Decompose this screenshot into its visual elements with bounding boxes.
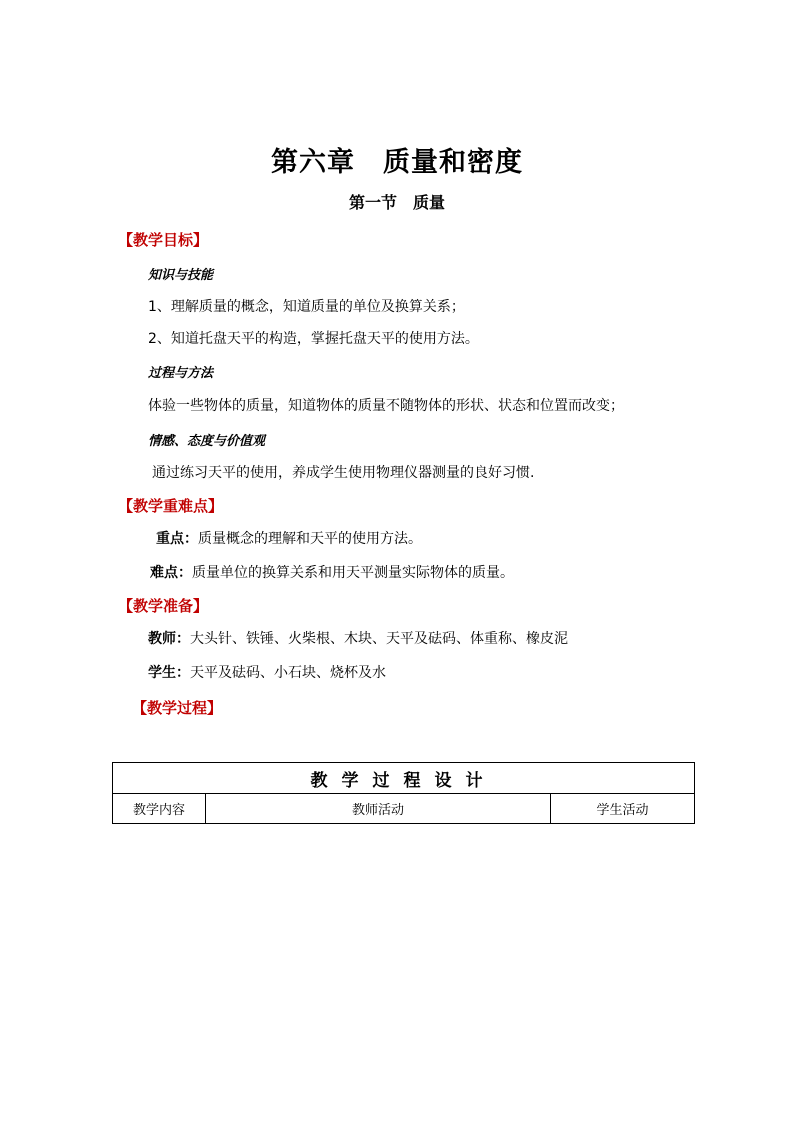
difficulty-line [150,562,514,582]
process-method-label: 过程与方法 [148,366,214,381]
focus-text: 质量概念的理解和天平的使用方法。 [198,531,422,547]
key-points-heading: 【教学重难点】 [118,497,224,515]
chapter-title: 第六章 质量和密度 [271,147,523,178]
section-title: 第一节 质量 [348,193,445,212]
knowledge-skills-label: 知识与技能 [148,268,214,283]
preparation-heading: 【教学准备】 [118,597,209,615]
knowledge-item-1: 1、理解质量的概念，知道质量的单位及换算关系； [148,299,465,315]
column-header-content: 教学内容 [113,794,206,824]
focus-label: 重点： [156,531,198,547]
process-design-table [112,762,695,824]
student-label: 学生： [148,665,190,681]
process-method-text: 体验一些物体的质量，知道物体的质量不随物体的形状、状态和位置而改变； [148,398,624,414]
column-header-student-activity: 学生活动 [551,794,695,824]
difficulty-text: 质量单位的换算关系和用天平测量实际物体的质量。 [192,565,514,581]
student-materials-line [148,662,386,682]
table-title: 教学过程设计 [113,763,695,794]
process-heading: 【教学过程】 [132,699,223,717]
difficulty-label: 难点： [150,565,192,581]
student-materials: 天平及砝码、小石块、烧杯及水 [190,665,386,681]
teacher-materials-line [148,628,568,648]
attitude-values-label: 情感、态度与价值观 [148,434,266,449]
focus-line [156,528,422,548]
objectives-heading: 【教学目标】 [118,231,209,249]
attitude-values-text: 通过练习天平的使用，养成学生使用物理仪器测量的良好习惯. [152,465,535,481]
teacher-label: 教师： [148,631,190,647]
knowledge-item-2: 2、知道托盘天平的构造，掌握托盘天平的使用方法。 [148,331,479,347]
column-header-teacher-activity: 教师活动 [206,794,551,824]
teacher-materials: 大头针、铁锤、火柴根、木块、天平及砝码、体重称、橡皮泥 [190,631,568,647]
